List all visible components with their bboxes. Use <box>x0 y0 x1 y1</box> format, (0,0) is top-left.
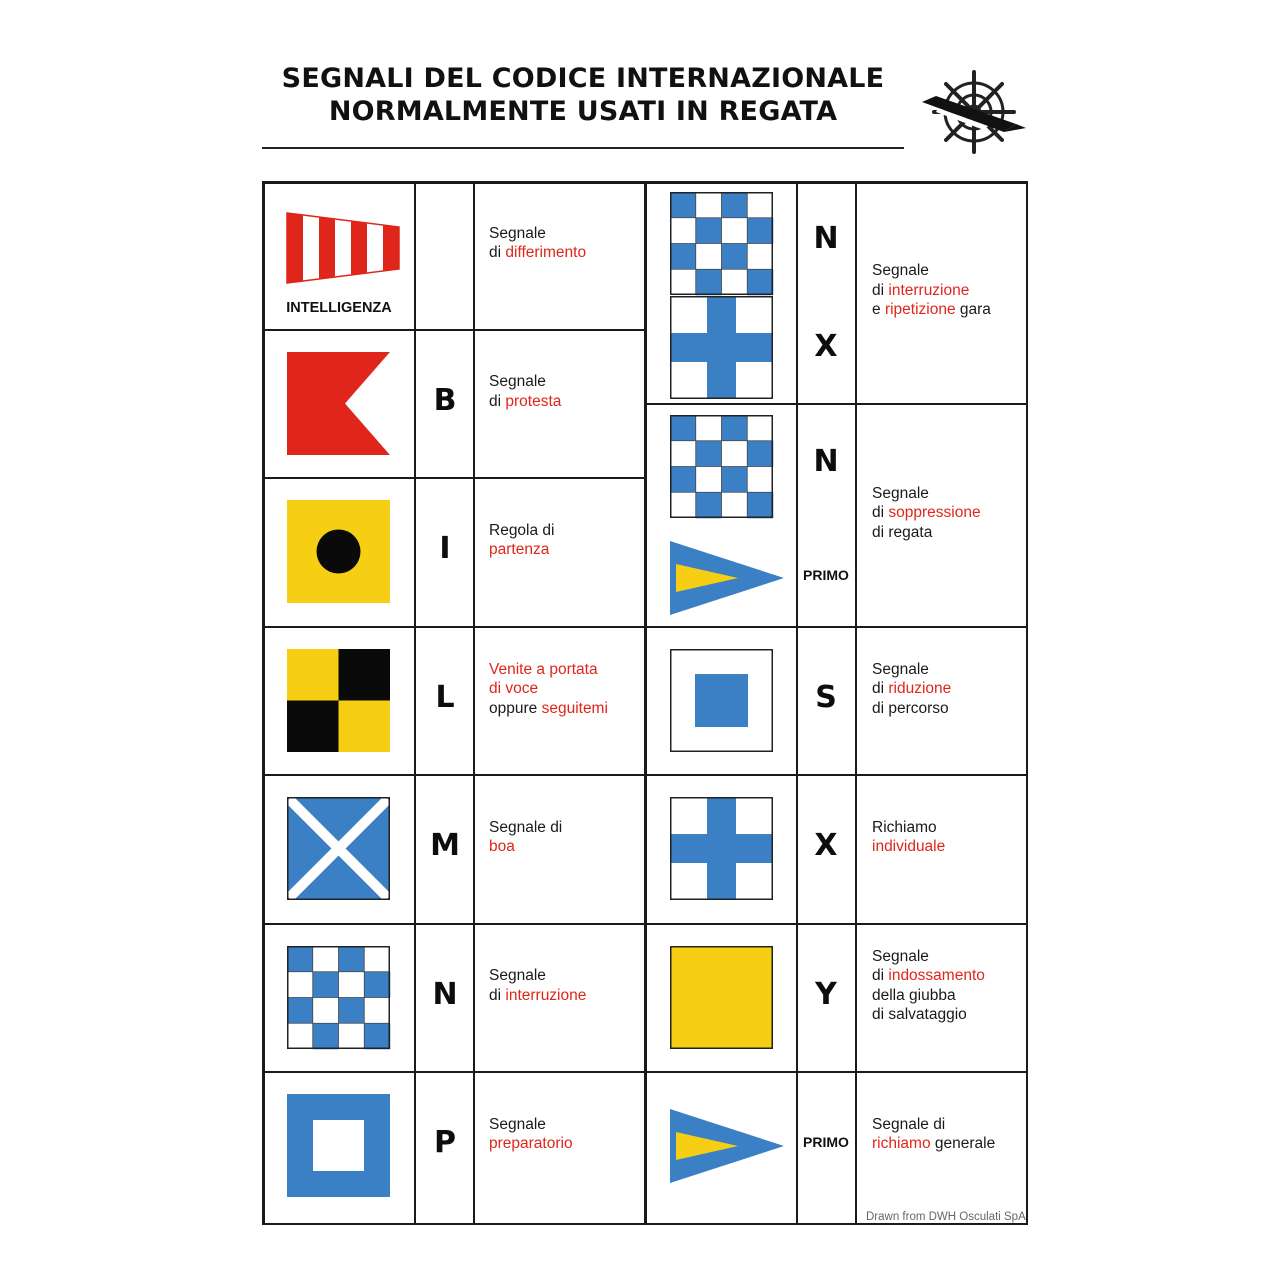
table-border-left <box>262 181 265 1225</box>
table-row-rule <box>262 923 646 925</box>
title-rule <box>262 147 904 149</box>
table-row-rule <box>262 774 646 776</box>
title-block <box>262 62 904 128</box>
signal-description: Venite a portata di voce oppure seguitemi <box>489 660 608 717</box>
flag-letter: N <box>432 976 458 1012</box>
table-row-rule <box>645 403 1028 405</box>
table-border-right <box>1026 181 1029 1225</box>
signal-description: Richiamo individuale <box>872 818 946 856</box>
flag-letter: N <box>813 443 839 479</box>
flag-m-icon <box>287 797 390 900</box>
signal-description: Segnale di interruzione e ripetizione gara <box>872 262 991 318</box>
signal-description: Segnale di boa <box>489 818 563 856</box>
flag-letter: X <box>814 329 838 364</box>
table-row-rule <box>645 626 1028 628</box>
flag-letter: Y <box>815 976 837 1012</box>
flag-n-icon <box>670 192 773 295</box>
flag-letter: B <box>433 382 457 418</box>
first-substitute-icon <box>670 541 784 615</box>
table-row-rule <box>262 1071 646 1073</box>
flag-i-icon <box>287 500 390 603</box>
flag-letter: PRIMO <box>803 566 849 583</box>
table-row-rule <box>645 1071 1028 1073</box>
flag-l-icon <box>287 649 390 752</box>
flag-n-icon <box>670 415 773 518</box>
flag-letter: N <box>813 221 839 256</box>
flag-letter: L <box>435 679 455 715</box>
table-row-rule <box>262 477 646 479</box>
ship-wheel-logo <box>918 66 1030 160</box>
flag-x-icon <box>670 797 773 900</box>
flag-letter: S <box>815 679 837 715</box>
table-row-rule <box>262 626 646 628</box>
flag-letter: P <box>434 1125 456 1161</box>
flag-n-icon <box>287 946 390 1049</box>
flag-p-icon <box>287 1094 390 1197</box>
flag-caption: INTELLIGENZA <box>286 300 392 316</box>
flag-letter: PRIMO <box>803 1134 849 1151</box>
signal-description: Regola di partenza <box>489 521 555 559</box>
signal-description: Segnale preparatorio <box>489 1115 573 1153</box>
flag-s-icon <box>670 649 773 752</box>
table-vertical-rule <box>644 181 647 1225</box>
signal-description: Segnale di richiamo generale <box>872 1115 996 1153</box>
table-vertical-rule <box>855 181 857 1225</box>
flag-b-icon <box>287 352 390 455</box>
table-row-rule <box>645 774 1028 776</box>
signal-description: Segnale di soppressione di regata <box>872 484 981 541</box>
title-line-1: SEGNALI DEL CODICE INTERNAZIONALE <box>281 63 885 94</box>
credit-text: Drawn from DWH Osculati SpA <box>866 1211 1026 1223</box>
answering-pennant-icon <box>287 213 399 283</box>
flag-letter: M <box>430 828 460 864</box>
flag-x-icon <box>670 296 773 399</box>
flag-letter: I <box>439 531 451 567</box>
table-row-rule <box>262 329 646 331</box>
signal-description: Segnale di differimento <box>489 224 587 262</box>
flag-letter: X <box>814 828 838 864</box>
signals-table <box>262 181 1028 1225</box>
signal-description: Segnale di interruzione <box>489 967 587 1004</box>
signal-description: Segnale di riduzione di percorso <box>872 660 952 717</box>
title-line-2: NORMALMENTE USATI IN REGATA <box>328 96 838 127</box>
signal-description: Segnale di protesta <box>489 373 562 410</box>
flag-y-icon <box>670 946 773 1049</box>
first-substitute-icon <box>670 1109 784 1183</box>
signal-description: Segnale di indossamento della giubba di salvataggio <box>872 947 985 1024</box>
table-row-rule <box>645 923 1028 925</box>
